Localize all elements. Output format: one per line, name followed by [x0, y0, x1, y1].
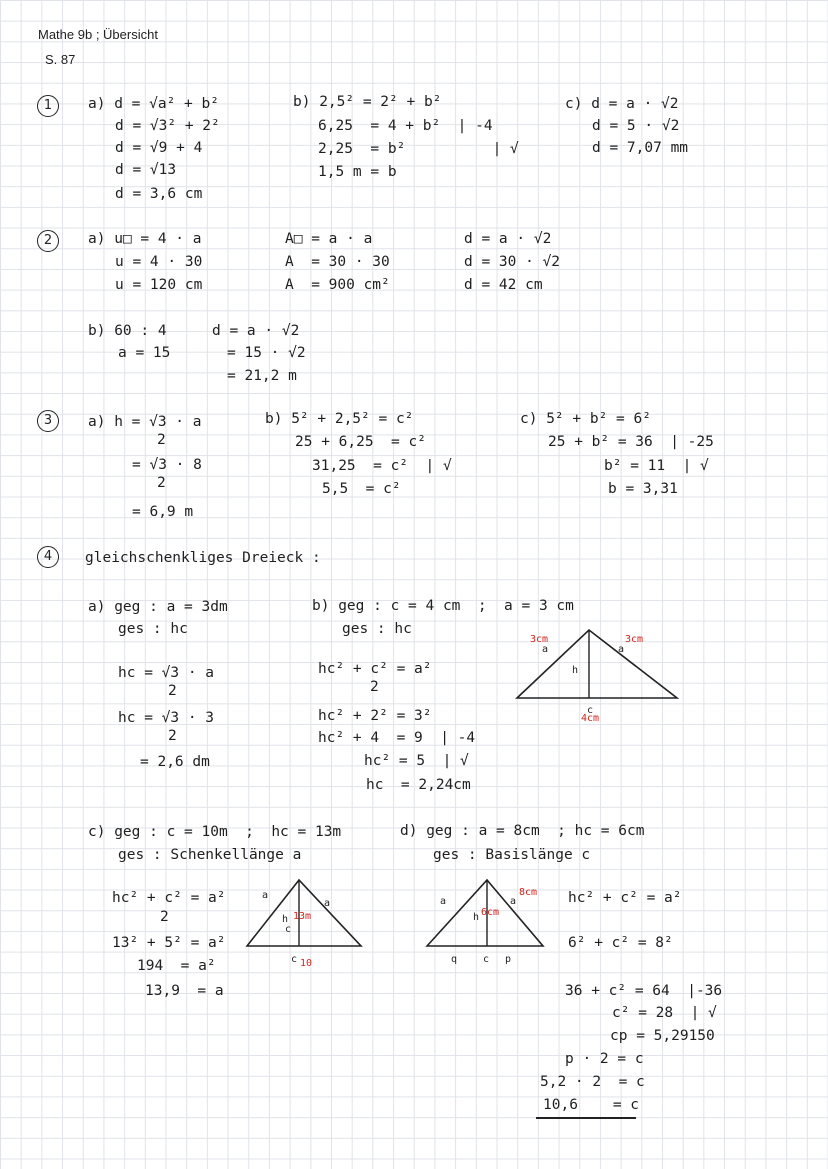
p4c-given: c) geg : c = 10m ; hc = 13m: [88, 824, 342, 840]
p4d-left-side-label: a: [440, 896, 447, 907]
p3c-line-2: 25 + b² = 36 | -25: [548, 434, 714, 450]
p4b-left-side-label: a: [542, 644, 549, 655]
p2b-diag-line-1: d = a · √2: [212, 323, 300, 339]
p2a-line-2: u = 4 · 30: [115, 254, 203, 270]
p3a-line-3: = 6,9 m: [132, 504, 194, 520]
p4c-base-length: 10: [300, 958, 313, 969]
p1c-line-1: c) d = a · √2: [565, 96, 679, 112]
p4d-given: d) geg : a = 8cm ; hc = 6cm: [400, 823, 645, 839]
p3a-line-1: a) h = √3 · a: [88, 414, 202, 430]
p2b-line-1: b) 60 : 4: [88, 323, 167, 339]
p4d-result-underline: [536, 1117, 636, 1119]
p2a-area-line-1: A□ = a · a: [285, 231, 373, 247]
p4d-line-6: p · 2 = c: [565, 1051, 644, 1067]
p4c-right-side-label: a: [324, 898, 331, 909]
p4d-line-2: 6² + c² = 8²: [568, 935, 673, 951]
p4d-height-label: h: [473, 912, 480, 923]
p4a-line-2: hc = √3 · 3: [118, 710, 215, 726]
p4c-base-label: c: [291, 954, 298, 965]
p4d-right-side-label: a: [510, 896, 517, 907]
problem-1-number: 1: [37, 95, 59, 117]
p2a-area-line-2: A = 30 · 30: [285, 254, 390, 270]
problem-3-number: 3: [37, 410, 59, 432]
p4d-base-left-label: q: [451, 954, 458, 965]
p3c-line-1: c) 5² + b² = 6²: [520, 411, 651, 427]
p2a-area-line-3: A = 900 cm²: [285, 277, 390, 293]
p1a-line-3: d = √9 + 4: [115, 140, 203, 156]
p4a-denominator-2: 2: [168, 728, 177, 744]
p4a-line-1: hc = √3 · a: [118, 665, 215, 681]
p4b-given: b) geg : c = 4 cm ; a = 3 cm: [312, 598, 574, 614]
p4c-left-side-label: a: [262, 890, 269, 901]
p4a-line-3: = 2,6 dm: [140, 754, 210, 770]
p4a-denominator-1: 2: [168, 683, 177, 699]
p2a-line-3: u = 120 cm: [115, 277, 203, 293]
p1b-line-3: 2,25 = b² | √: [318, 141, 519, 157]
p4a-given: a) geg : a = 3dm: [88, 599, 228, 615]
p4c-line-3: 194 = a²: [137, 958, 216, 974]
p2a-diag-line-1: d = a · √2: [464, 231, 552, 247]
p4d-line-3: 36 + c² = 64 |-36: [565, 983, 723, 999]
p3a-denominator-1: 2: [157, 432, 166, 448]
p2b-diag-line-2: = 15 · √2: [227, 345, 306, 361]
p4d-sought: ges : Basislänge c: [433, 847, 591, 863]
p4c-height-label: h: [282, 914, 289, 925]
p4c-line-4: 13,9 = a: [145, 983, 224, 999]
p4b-base-label: c: [587, 705, 594, 716]
p4d-line-5: cp = 5,29150: [610, 1028, 715, 1044]
p4b-base-length: 4cm: [581, 713, 600, 724]
p4c-sought: ges : Schenkellänge a: [118, 847, 302, 863]
page-title: Mathe 9b ; Übersicht: [38, 27, 158, 42]
p4d-line-7: 5,2 · 2 = c: [540, 1074, 645, 1090]
p2b-line-2: a = 15: [118, 345, 171, 361]
p4b-line-1: hc² + c² = a²: [318, 661, 432, 677]
p3a-denominator-2: 2: [157, 475, 166, 491]
p3c-line-3: b² = 11 | √: [604, 458, 709, 474]
p4a-sought: ges : hc: [118, 621, 188, 637]
p4c-denominator: 2: [160, 909, 169, 925]
p1a-line-1: a) d = √a² + b²: [88, 96, 219, 112]
p1b-line-4: 1,5 m = b: [318, 164, 397, 180]
p4c-line-1: hc² + c² = a²: [112, 890, 226, 906]
p4b-right-side-length: 3cm: [625, 634, 644, 645]
p4d-height-length: 6cm: [481, 907, 500, 918]
p4b-line-5: hc = 2,24cm: [366, 777, 471, 793]
p4b-line-3: hc² + 4 = 9 | -4: [318, 730, 476, 746]
p4c-line-2: 13² + 5² = a²: [112, 935, 226, 951]
p1a-line-4: d = √13: [115, 162, 177, 178]
p3c-line-4: b = 3,31: [608, 481, 678, 497]
problem-2-number: 2: [37, 230, 59, 252]
p1a-line-5: d = 3,6 cm: [115, 186, 203, 202]
p3b-line-4: 5,5 = c²: [322, 481, 401, 497]
p1b-line-1: b) 2,5² = 2² + b²: [293, 94, 442, 110]
p3b-line-1: b) 5² + 2,5² = c²: [265, 411, 414, 427]
p1b-line-2: 6,25 = 4 + b² | -4: [318, 118, 493, 134]
p4d-line-4: c² = 28 | √: [612, 1005, 717, 1021]
problem-4-number: 4: [37, 546, 59, 568]
page-reference: S. 87: [45, 52, 76, 67]
p3b-line-2: 25 + 6,25 = c²: [295, 434, 426, 450]
p2a-diag-line-2: d = 30 · √2: [464, 254, 561, 270]
p1c-line-3: d = 7,07 mm: [592, 140, 689, 156]
p4b-left-side-length: 3cm: [530, 634, 549, 645]
p4b-height-label: h: [572, 665, 579, 676]
p4b-line-4: hc² = 5 | √: [364, 753, 469, 769]
p1c-line-2: d = 5 · √2: [592, 118, 680, 134]
p4b-line-2: hc² + 2² = 3²: [318, 708, 432, 724]
p4d-base-right-label: p: [505, 954, 512, 965]
p4c-height-subscript: c: [285, 924, 292, 935]
p4d-right-side-length: 8cm: [519, 887, 538, 898]
p4-title: gleichschenkliges Dreieck :: [85, 550, 321, 566]
p3b-line-3: 31,25 = c² | √: [312, 458, 452, 474]
p3a-line-2: = √3 · 8: [132, 457, 202, 473]
p4d-base-mid-label: c: [483, 954, 490, 965]
p4d-line-1: hc² + c² = a²: [568, 890, 682, 906]
p1a-line-2: d = √3² + 2²: [115, 118, 220, 134]
p4b-sought: ges : hc: [342, 621, 412, 637]
p4b-denominator: 2: [370, 679, 379, 695]
p4c-height-length: 13m: [293, 911, 312, 922]
p2b-diag-line-3: = 21,2 m: [227, 368, 297, 384]
p4b-right-side-label: a: [618, 644, 625, 655]
p4d-line-8: 10,6 = c: [543, 1097, 640, 1113]
p2a-line-1: a) u□ = 4 · a: [88, 231, 202, 247]
p2a-diag-line-3: d = 42 cm: [464, 277, 543, 293]
